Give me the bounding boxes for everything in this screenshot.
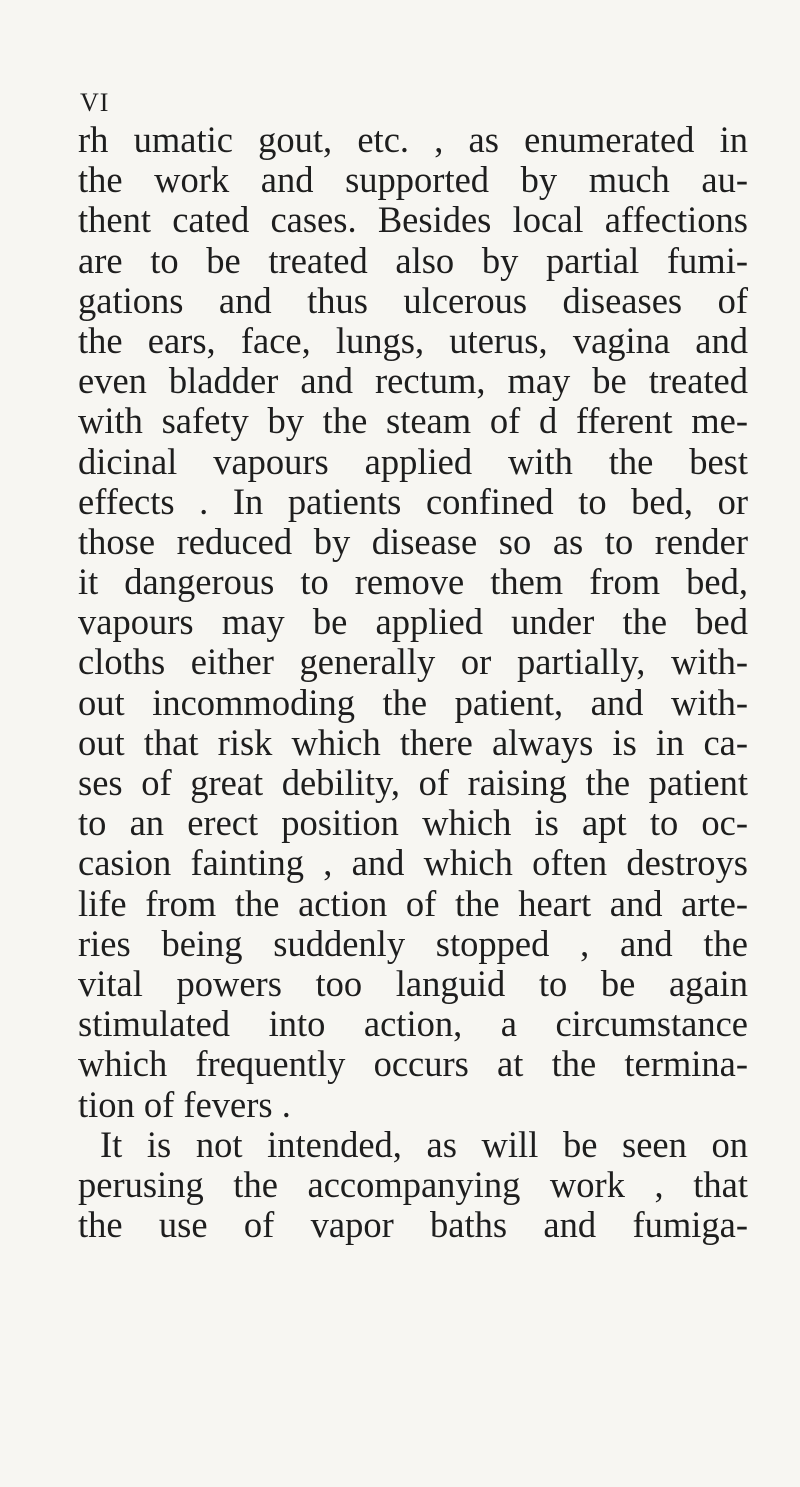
text-line: gations and thus ulcerous diseases of	[78, 279, 748, 321]
text-line: the work and supported by much au-	[78, 159, 748, 201]
text-line: which frequently occurs at the termina-	[78, 1043, 748, 1085]
text-line: cloths either generally or partially, with-	[78, 641, 748, 683]
text-line: effects . In patients confined to bed, or	[78, 480, 748, 522]
text-line: it dangerous to remove them from bed,	[78, 561, 748, 603]
text-line: vital powers too languid to be again	[78, 962, 748, 1004]
text-line: ries being suddenly stopped , and the	[78, 922, 748, 964]
text-line: out that risk which there always is in ca-	[78, 721, 748, 763]
text-line: perusing the accompanying work , that	[78, 1163, 748, 1205]
text-line: to an erect position which is apt to oc-	[78, 802, 748, 844]
text-line: are to be treated also by partial fumi-	[78, 239, 748, 281]
text-line: casion fainting , and which often destroys	[78, 842, 748, 884]
page-number: VI	[80, 88, 110, 117]
text-line: rh umatic gout, etc. , as enumerated in	[78, 119, 748, 160]
text-line: the use of vapor baths and fumiga-	[78, 1204, 748, 1246]
body-text	[78, 120, 748, 1245]
text-line: even bladder and rectum, may be treated	[78, 360, 748, 402]
text-line: dicinal vapours applied with the best	[78, 440, 748, 482]
text-line: It is not intended, as will be seen on	[100, 1123, 748, 1165]
text-line: with safety by the steam of d fferent me-	[78, 400, 748, 442]
text-line: tion of fevers .	[78, 1083, 291, 1125]
text-line: thent cated cases. Besides local affections	[78, 199, 748, 241]
text-line: stimulated into action, a circumstance	[78, 1003, 748, 1045]
text-line: those reduced by disease so as to render	[78, 520, 748, 562]
text-line: ses of great debility, of raising the patient	[78, 762, 748, 803]
text-line: the ears, face, lungs, uterus, vagina and	[78, 319, 748, 361]
text-line: vapours may be applied under the bed	[78, 601, 748, 643]
text-line: life from the action of the heart and arte-	[78, 882, 748, 924]
text-line: out incommoding the patient, and with-	[78, 681, 748, 723]
